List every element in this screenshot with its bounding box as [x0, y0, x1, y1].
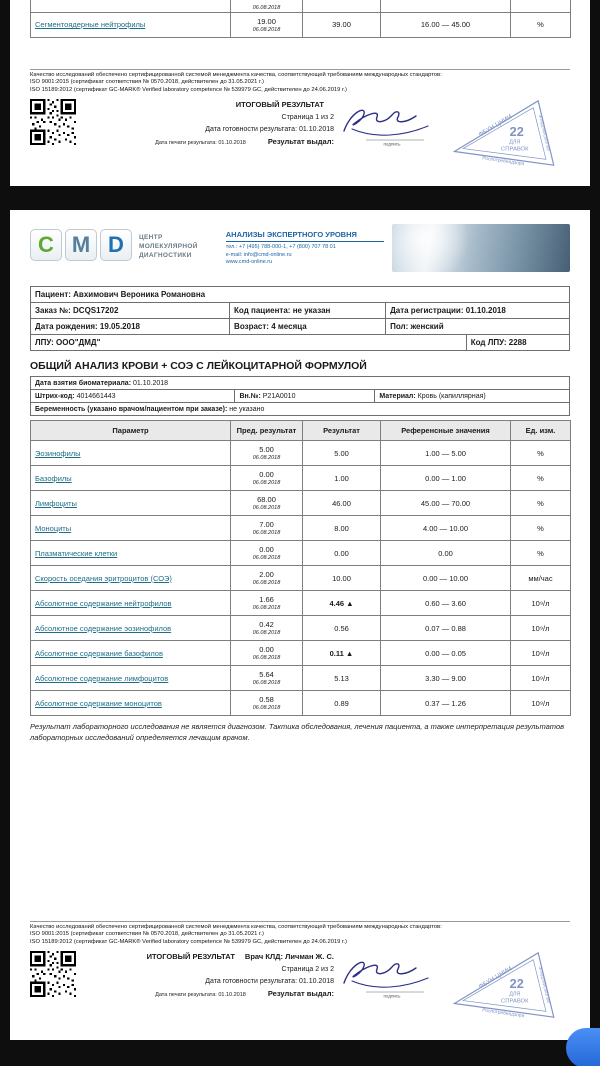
qr-code — [30, 951, 76, 997]
table-row — [31, 441, 571, 466]
report-header — [30, 224, 570, 278]
material-cell: Материал: Кровь (капиллярная) — [379, 392, 486, 400]
table-row — [31, 491, 571, 516]
print-date: Дата печати результата: 01.10.2018 — [155, 139, 246, 146]
parameter-link[interactable]: Моноциты — [35, 523, 72, 533]
print-date: Дата печати результата: 01.10.2018 — [155, 991, 246, 998]
qr-code — [30, 99, 76, 145]
final-result-label: ИТОГОВЫЙ РЕЗУЛЬТАТ — [235, 100, 324, 109]
table-row — [31, 466, 571, 491]
table-row — [31, 641, 571, 666]
disclaimer-note: Результат лабораторного исследования не является диагнозом. Тактика обследования, лечения пациента, а также интерпретация результатов лабораторных исследований определяется лечащим врачом. — [30, 722, 565, 743]
quality-line: Качество исследований обеспечено сертифицированной системой менеджмента качества, соответствующей требованиям международных стандартов: — [30, 71, 442, 78]
col-prev-result: Пред. результат — [231, 421, 303, 441]
result-value: 10.00 — [303, 566, 381, 591]
quality-line: ISO 15189:2012 (сертификат GC-MARK® Verified laboratory competence № 539979 GC, действителен до 24.06.2019 г.) — [30, 939, 347, 946]
report-page-2 — [10, 210, 590, 1040]
stamp-org-line2: ЭПИДЕМИОЛОГИИ — [537, 965, 552, 1004]
parameter-link[interactable]: Абсолютное содержание базофилов — [35, 648, 163, 658]
reference-range: 0.00 — 0.05 — [381, 641, 511, 666]
unit: мм/час — [511, 566, 571, 591]
unit: % — [511, 516, 571, 541]
stamp-text-1: ДЛЯ — [509, 991, 521, 998]
result-value: 1.00 — [303, 466, 381, 491]
logo-letter-m: M — [65, 229, 97, 261]
table-row-cut — [31, 0, 571, 12]
analysis-title: ОБЩИЙ АНАЛИЗ КРОВИ + СОЭ С ЛЕЙКОЦИТАРНОЙ ФОРМУЛОЙ — [30, 360, 367, 372]
quality-line: ISO 9001:2015 (сертификат соответствия № 0570.2018, действителен до 31.05.2021 г.) — [30, 79, 264, 86]
stamp-org-line: ФБУН ЦНИИ — [477, 113, 514, 139]
prev-date: 06.08.2018 — [252, 655, 281, 661]
triangle-stamp — [442, 95, 570, 176]
col-reference: Референсные значения — [381, 421, 511, 441]
prev-date: 06.08.2018 — [252, 505, 281, 511]
unit: 10⁹/л — [511, 666, 571, 691]
stamp-org-line3: Роспотребнадзора — [481, 156, 525, 168]
parameter-link[interactable]: Эозинофилы — [35, 448, 81, 458]
result-value: 46.00 — [303, 491, 381, 516]
email-line: e-mail: info@cmd-online.ru — [225, 251, 292, 258]
result-value: 0.56 — [303, 616, 381, 641]
prev-date: 06.08.2018 — [252, 455, 281, 461]
lpu-cell: ЛПУ: ООО"ДМД" — [31, 335, 467, 350]
reference-range: 0.00 — 1.00 — [381, 466, 511, 491]
reference-range: 4.00 — 10.00 — [381, 516, 511, 541]
results-table — [30, 420, 571, 716]
prev-value: 19.00 — [257, 16, 276, 26]
stamp-number: 22 — [509, 124, 524, 139]
prev-value: 5.00 — [259, 445, 274, 454]
prev-value: 68.00 — [257, 495, 276, 504]
unit: % — [511, 541, 571, 566]
lpu-code-cell: Код ЛПУ: 2288 — [470, 338, 527, 347]
quality-statement — [30, 69, 570, 95]
unit: 10⁹/л — [511, 641, 571, 666]
prev-date: 06.08.2018 — [252, 605, 281, 611]
age-cell: Возраст: 4 месяца — [230, 319, 386, 334]
stamp-org-line2: ЭПИДЕМИОЛОГИИ — [537, 113, 552, 152]
table-row — [31, 541, 571, 566]
prev-value: 1.66 — [259, 595, 274, 604]
reference-range: 16.00 — 45.00 — [381, 12, 511, 37]
prev-value: 0.42 — [259, 620, 274, 629]
barcode-cell: Штрих-код: 4014661443 — [31, 390, 235, 402]
reference-range: 0.00 — [381, 541, 511, 566]
result-value: 0.11 ▲ — [303, 641, 381, 666]
col-result: Результат — [303, 421, 381, 441]
signature-caption: подпись — [383, 141, 401, 147]
order-cell: Заказ №: DCQS17202 — [31, 303, 230, 318]
stamp-org-line3: Роспотребнадзора — [481, 1008, 525, 1020]
parameter-link[interactable]: Скорость оседания эритроцитов (СОЭ) — [35, 573, 172, 583]
internal-number-cell: Вн.№: P21A0010 — [235, 390, 375, 402]
unit: 10⁹/л — [511, 616, 571, 641]
result-value: 5.00 — [303, 441, 381, 466]
specimen-meta-table — [30, 376, 570, 416]
prev-value: 0.58 — [259, 695, 274, 704]
col-parameter: Параметр — [31, 421, 231, 441]
reference-range: 1.00 — 5.00 — [381, 441, 511, 466]
patient-info-table — [30, 286, 570, 351]
prev-value: 7.00 — [259, 520, 274, 529]
prev-value: 0.00 — [259, 545, 274, 554]
signature — [338, 99, 442, 154]
patient-name-cell: Пациент: Авхимович Вероника Романовна — [35, 290, 206, 299]
prev-date: 06.08.2018 — [252, 580, 281, 586]
result-value: 39.00 — [303, 12, 381, 37]
table-header-row — [31, 421, 571, 441]
final-result-label: ИТОГОВЫЙ РЕЗУЛЬТАТ — [146, 952, 235, 961]
prev-value: 5.64 — [259, 670, 274, 679]
table-row — [31, 591, 571, 616]
report-page-1 — [10, 0, 590, 186]
sex-cell: Пол: женский — [390, 322, 444, 331]
quality-statement — [30, 921, 570, 947]
quality-line: ISO 9001:2015 (сертификат соответствия № 0570.2018, действителен до 31.05.2021 г.) — [30, 931, 264, 938]
triangle-stamp — [442, 947, 570, 1028]
phone-line: тел.: +7 (495) 788-000-1, +7 (800) 707 78 01 — [225, 244, 336, 250]
doctor-name: Врач КЛД: Личман Ж. С. — [244, 952, 334, 961]
page-number: Страница 2 из 2 — [281, 965, 334, 973]
parameter-link[interactable]: Лимфоциты — [35, 498, 77, 508]
parameter-link[interactable]: Плазматические клетки — [35, 548, 118, 558]
parameter-link[interactable]: Сегментоядерные нейтрофилы — [35, 20, 146, 29]
signature-caption: подпись — [383, 993, 401, 999]
parameter-link[interactable]: Базофилы — [35, 473, 72, 483]
table-row — [31, 12, 571, 37]
table-row — [31, 616, 571, 641]
prev-date: 06.08.2018 — [252, 26, 281, 33]
reference-range: 45.00 — 70.00 — [381, 491, 511, 516]
cmd-logo — [30, 229, 132, 261]
unit: 10⁹/л — [511, 591, 571, 616]
stamp-text-1: ДЛЯ — [509, 139, 521, 146]
unit: % — [511, 441, 571, 466]
quality-line: ISO 15189:2012 (сертификат GC-MARK® Verified laboratory competence № 539979 GC, действителен до 24.06.2019 г.) — [30, 87, 347, 94]
lab-photo — [392, 224, 570, 272]
ready-date: Дата готовности результата: 01.10.2018 — [205, 977, 334, 985]
parameter-link[interactable]: Абсолютное содержание моноцитов — [35, 698, 162, 708]
contact-block — [226, 230, 384, 267]
result-value: 0.89 — [303, 691, 381, 716]
registration-date-cell: Дата регистрации: 01.10.2018 — [390, 306, 506, 315]
prev-date: 06.08.2018 — [252, 530, 281, 536]
table-row — [31, 666, 571, 691]
prev-date: 06.08.2018 — [252, 4, 281, 11]
logo-letter-c: C — [30, 229, 62, 261]
prev-value: 0.00 — [259, 470, 274, 479]
stamp-text-2: СПРАВОК — [501, 146, 529, 153]
unit: % — [511, 12, 571, 37]
result-value: 5.13 — [303, 666, 381, 691]
biomaterial-date-cell: Дата взятия биоматериала: 01.10.2018 — [35, 379, 169, 387]
signature — [338, 951, 442, 1006]
results-table-fragment — [30, 0, 571, 38]
ready-date: Дата готовности результата: 01.10.2018 — [205, 125, 334, 133]
quality-line: Качество исследований обеспечено сертифицированной системой менеджмента качества, соответствующей требованиям международных стандартов: — [30, 923, 442, 930]
unit: % — [511, 491, 571, 516]
issued-by-label: Результат выдал: — [267, 136, 334, 146]
result-value: 0.00 — [303, 541, 381, 566]
parameter-link[interactable]: Абсолютное содержание эозинофилов — [35, 623, 172, 633]
patient-code-cell: Код пациента: не указан — [230, 303, 386, 318]
expert-analyses-tagline: АНАЛИЗЫ ЭКСПЕРТНОГО УРОВНЯ — [226, 230, 384, 242]
reference-range: 0.00 — 10.00 — [381, 566, 511, 591]
result-value: 4.46 ▲ — [303, 591, 381, 616]
reference-range: 0.60 — 3.60 — [381, 591, 511, 616]
stamp-number: 22 — [509, 976, 524, 991]
prev-date: 06.08.2018 — [252, 705, 281, 711]
pregnancy-cell: Беременность (указано врачом/пациентом при заказе): не указано — [35, 405, 265, 413]
col-unit: Ед. изм. — [511, 421, 571, 441]
unit: 10⁹/л — [511, 691, 571, 716]
unit: % — [511, 466, 571, 491]
prev-date: 06.08.2018 — [252, 680, 281, 686]
birth-date-cell: Дата рождения: 19.05.2018 — [31, 319, 230, 334]
prev-date: 06.08.2018 — [252, 630, 281, 636]
reference-range: 0.07 — 0.88 — [381, 616, 511, 641]
reference-range: 0.37 — 1.26 — [381, 691, 511, 716]
logo-caption: ЦЕНТР МОЛЕКУЛЯРНОЙ ДИАГНОСТИКИ — [139, 234, 198, 260]
prev-date: 06.08.2018 — [252, 555, 281, 561]
floating-action-bubble[interactable] — [566, 1028, 600, 1066]
stamp-text-2: СПРАВОК — [501, 998, 529, 1005]
page-number: Страница 1 из 2 — [281, 113, 334, 121]
logo-letter-d: D — [100, 229, 132, 261]
stamp-org-line: ФБУН ЦНИИ — [477, 965, 514, 991]
issued-by-label: Результат выдал: — [267, 988, 334, 998]
prev-value: 2.00 — [259, 570, 274, 579]
reference-range: 3.30 — 9.00 — [381, 666, 511, 691]
page2-footer — [30, 921, 570, 1028]
result-value: 8.00 — [303, 516, 381, 541]
parameter-link[interactable]: Абсолютное содержание нейтрофилов — [35, 598, 172, 608]
prev-value: 0.00 — [259, 645, 274, 654]
table-row — [31, 566, 571, 591]
website-line: www.cmd-online.ru — [225, 259, 273, 266]
table-row — [31, 516, 571, 541]
page1-footer — [30, 69, 570, 176]
prev-date: 06.08.2018 — [252, 480, 281, 486]
table-row — [31, 691, 571, 716]
parameter-link[interactable]: Абсолютное содержание лимфоцитов — [35, 673, 169, 683]
